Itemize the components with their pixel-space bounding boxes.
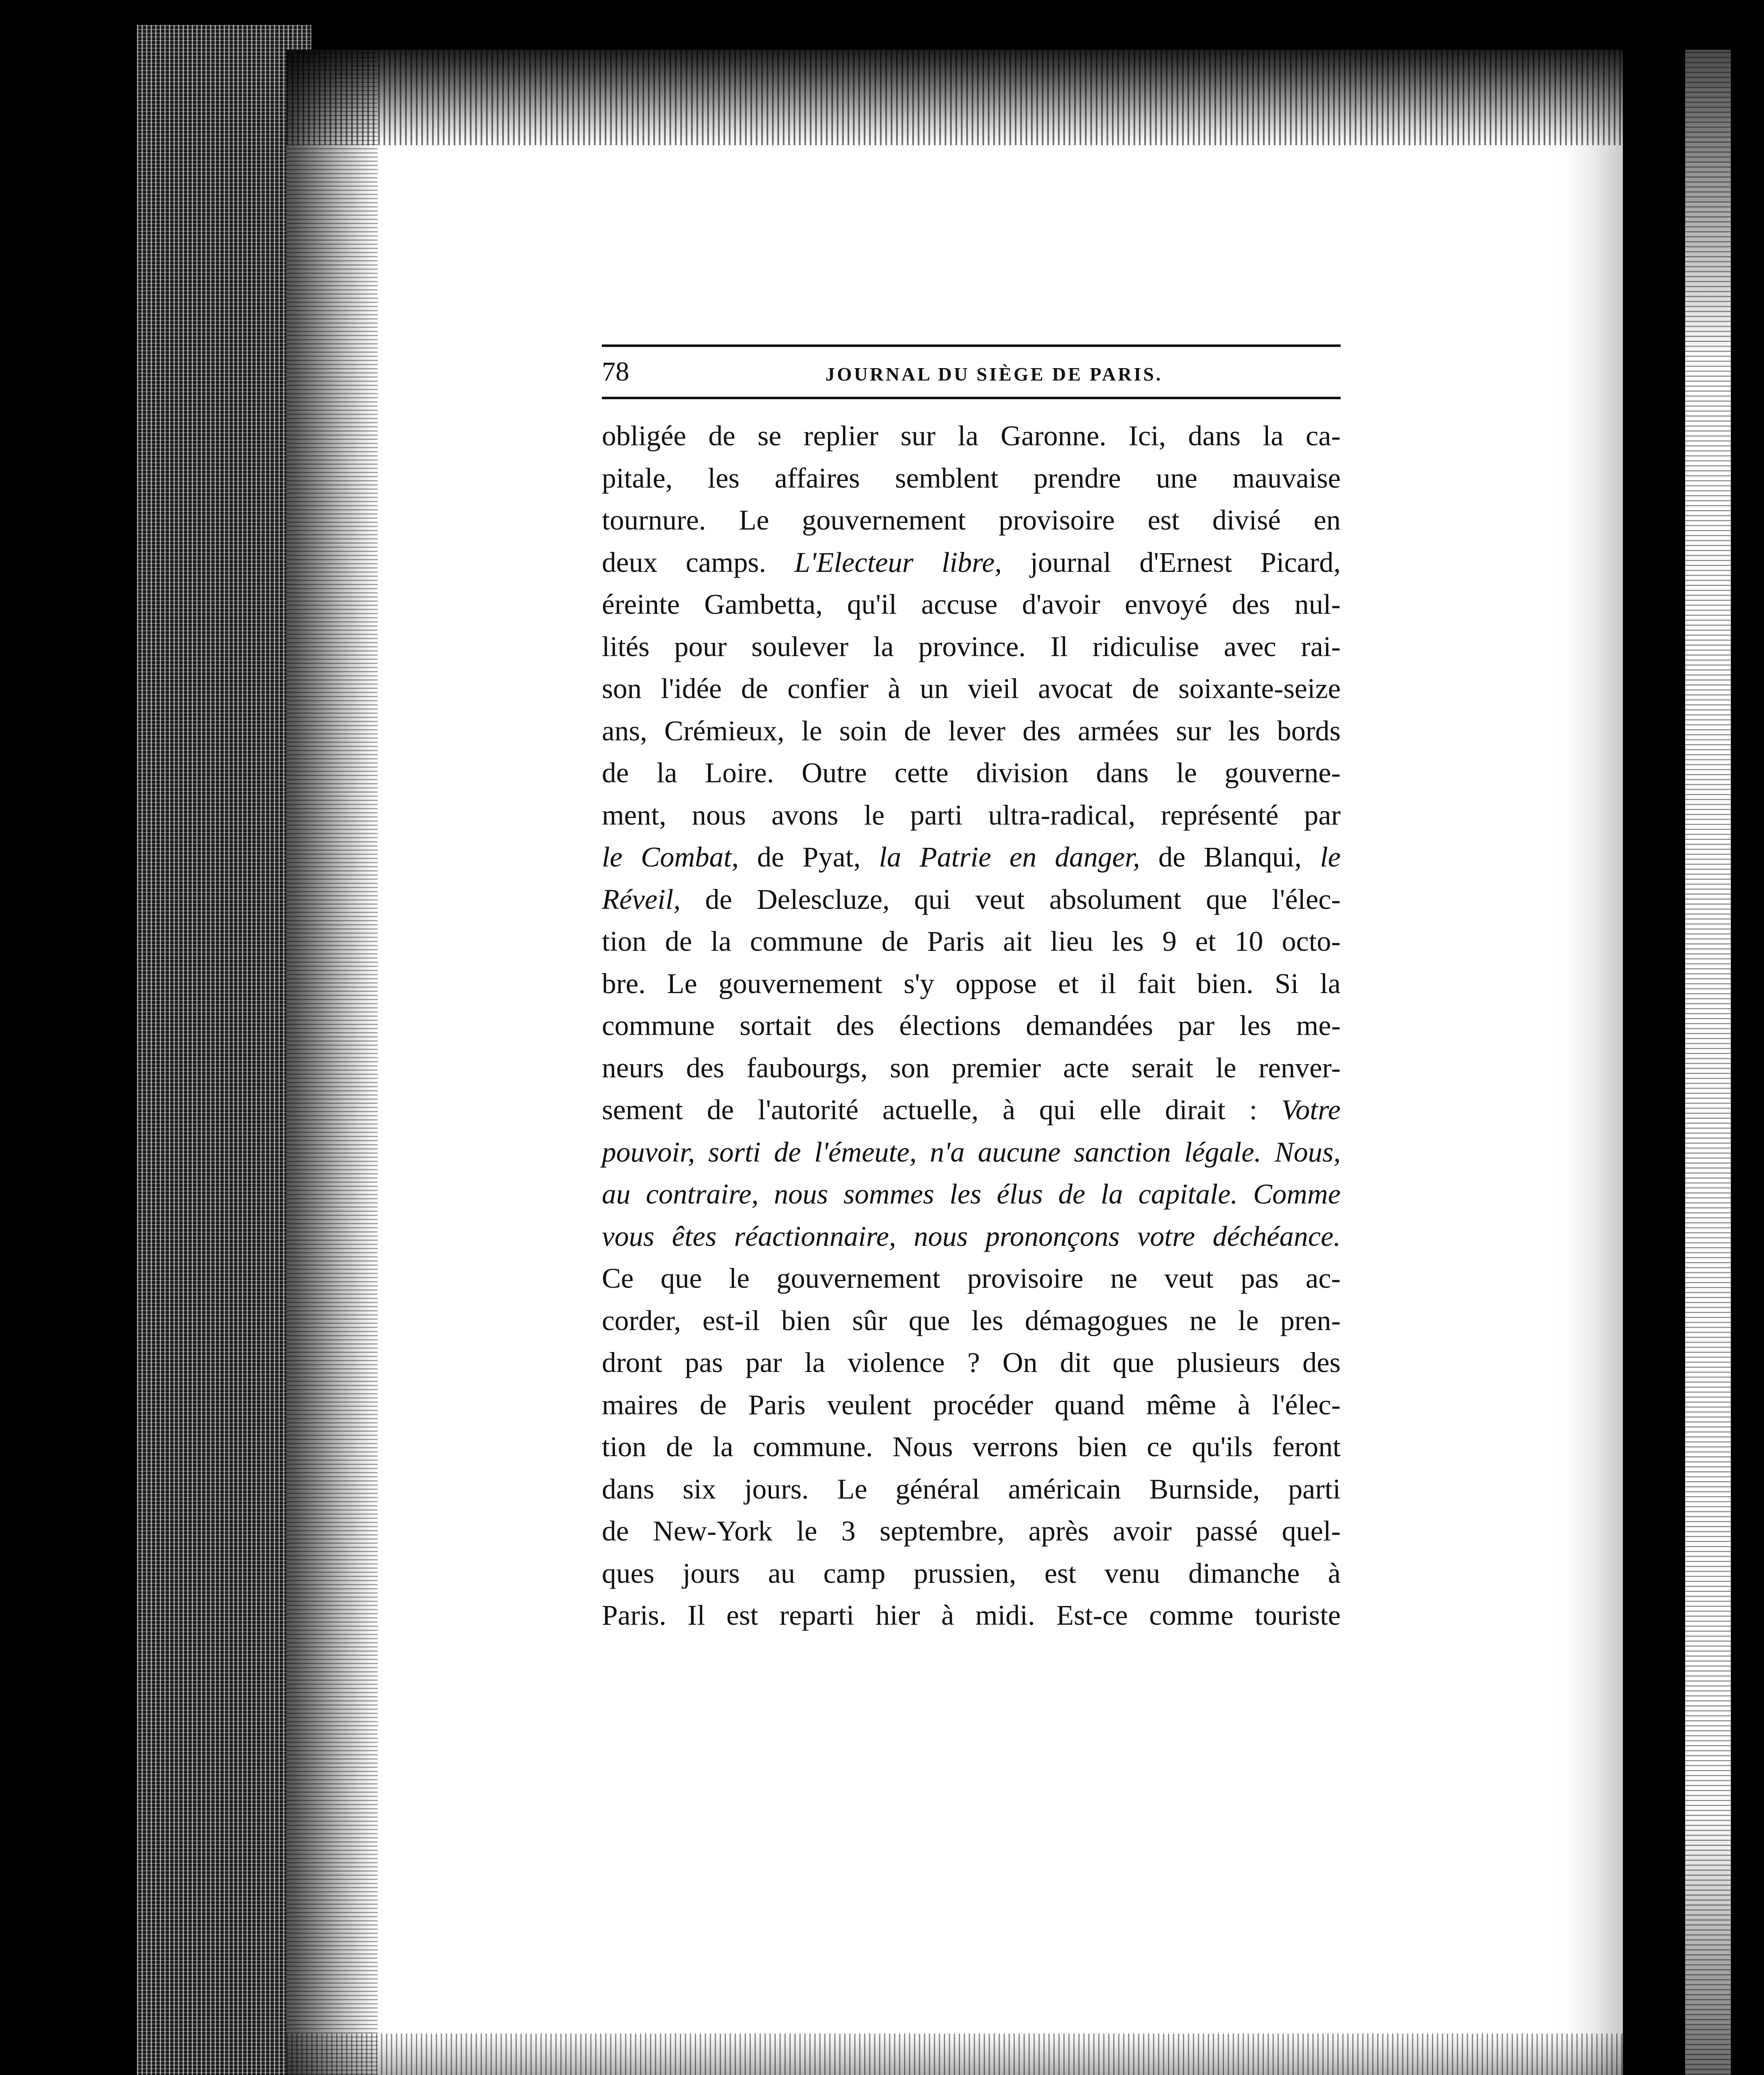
text-segment: corder, est-il bien sûr que les démagogues ne le pren- bbox=[602, 1304, 1341, 1336]
text-segment: tion de la commune de Paris ait lieu les 9 et 10 octo- bbox=[602, 925, 1341, 957]
text-line bbox=[602, 1342, 1341, 1384]
text-line bbox=[602, 879, 1341, 921]
text-segment: tion de la commune. Nous verrons bien ce qu'ils feront bbox=[602, 1431, 1341, 1462]
running-head bbox=[602, 347, 1341, 397]
text-segment: obligée de se replier sur la Garonne. Ici, dans la ca- bbox=[602, 420, 1341, 452]
text-segment: Paris. Il est reparti hier à midi. Est-ce comme touriste bbox=[602, 1599, 1341, 1631]
italic-segment: Réveil, bbox=[602, 883, 681, 915]
text-line bbox=[602, 920, 1341, 963]
text-line bbox=[602, 1047, 1341, 1089]
italic-segment: au contraire, nous sommes les élus de la capitale. Comme bbox=[602, 1178, 1341, 1210]
text-line bbox=[602, 710, 1341, 752]
text-segment: Ce que le gouvernement provisoire ne veut pas ac- bbox=[602, 1262, 1341, 1294]
text-segment: ment, nous avons le parti ultra-radical, représenté par bbox=[602, 799, 1341, 831]
text-line bbox=[602, 1553, 1341, 1595]
text-segment: éreinte Gambetta, qu'il accuse d'avoir envoyé des nul- bbox=[602, 588, 1341, 620]
text-segment: son l'idée de confier à un vieil avocat de soixante-seize bbox=[602, 673, 1341, 704]
text-line bbox=[602, 1384, 1341, 1426]
left-edge-shadow bbox=[286, 50, 378, 2075]
text-line bbox=[602, 1510, 1341, 1553]
text-line bbox=[602, 457, 1341, 500]
italic-segment: le bbox=[1320, 841, 1341, 873]
italic-segment: pouvoir, sorti de l'émeute, n'a aucune sanction légale. Nous, bbox=[602, 1136, 1341, 1168]
text-line bbox=[602, 836, 1341, 879]
text-line bbox=[602, 583, 1341, 626]
page-content bbox=[602, 344, 1341, 1637]
text-segment: de Delescluze, qui veut absolument que l'élec- bbox=[680, 883, 1341, 915]
text-line bbox=[602, 1089, 1341, 1131]
text-segment: de Pyat, bbox=[738, 841, 879, 873]
text-line bbox=[602, 499, 1341, 542]
text-line bbox=[602, 794, 1341, 837]
text-line bbox=[602, 752, 1341, 794]
adjacent-page-shadow bbox=[1685, 50, 1731, 2075]
text-line bbox=[602, 1173, 1341, 1216]
text-line bbox=[602, 1426, 1341, 1468]
text-line bbox=[602, 1257, 1341, 1300]
text-line bbox=[602, 1005, 1341, 1047]
text-segment: deux camps. bbox=[602, 546, 794, 578]
text-segment: sement de l'autorité actuelle, à qui elle dirait : bbox=[602, 1094, 1281, 1125]
text-segment: dans six jours. Le général américain Burnside, parti bbox=[602, 1473, 1341, 1505]
text-segment: de la Loire. Outre cette division dans le gouverne- bbox=[602, 757, 1341, 788]
italic-segment: L'Electeur libre, bbox=[794, 546, 1002, 578]
text-segment: tournure. Le gouvernement provisoire est divisé en bbox=[602, 504, 1341, 536]
text-line bbox=[602, 542, 1341, 584]
page-number: 78 bbox=[602, 356, 629, 387]
left-edge-noise bbox=[137, 25, 311, 2075]
text-segment: ques jours au camp prussien, est venu dimanche à bbox=[602, 1557, 1341, 1589]
text-segment: dront pas par la violence ? On dit que plusieurs des bbox=[602, 1347, 1341, 1378]
text-segment: journal d'Ernest Picard, bbox=[1002, 546, 1341, 578]
text-line bbox=[602, 1468, 1341, 1511]
text-segment: de Blanqui, bbox=[1140, 841, 1320, 873]
italic-segment: vous êtes réactionnaire, nous prononçons votre déchéance. bbox=[602, 1220, 1341, 1252]
text-segment: commune sortait des élections demandées par les me- bbox=[602, 1010, 1341, 1041]
text-line bbox=[602, 626, 1341, 668]
italic-segment: le Combat, bbox=[602, 841, 739, 873]
text-line bbox=[602, 1594, 1341, 1637]
text-segment: maires de Paris veulent procéder quand même à l'élec- bbox=[602, 1389, 1341, 1421]
text-line bbox=[602, 1131, 1341, 1174]
text-segment: bre. Le gouvernement s'y oppose et il fait bien. Si la bbox=[602, 967, 1341, 999]
text-line bbox=[602, 1216, 1341, 1258]
text-segment: neurs des faubourgs, son premier acte serait le renver- bbox=[602, 1052, 1341, 1084]
text-segment: de New-York le 3 septembre, après avoir passé quel- bbox=[602, 1515, 1341, 1547]
text-line bbox=[602, 1300, 1341, 1342]
text-line bbox=[602, 415, 1341, 457]
italic-segment: Votre bbox=[1281, 1094, 1341, 1125]
text-line bbox=[602, 963, 1341, 1005]
top-edge-shadow bbox=[286, 50, 1623, 145]
text-line bbox=[602, 668, 1341, 710]
running-title: JOURNAL DU SIÈGE DE PARIS. bbox=[825, 364, 1163, 385]
text-segment: lités pour soulever la province. Il ridiculise avec rai- bbox=[602, 630, 1341, 662]
text-segment: ans, Crémieux, le soin de lever des armées sur les bords bbox=[602, 715, 1341, 747]
text-segment: pitale, les affaires semblent prendre une mauvaise bbox=[602, 462, 1341, 494]
body-text bbox=[602, 415, 1341, 1637]
italic-segment: la Patrie en danger, bbox=[879, 841, 1140, 873]
bottom-edge-shadow bbox=[286, 2034, 1623, 2075]
